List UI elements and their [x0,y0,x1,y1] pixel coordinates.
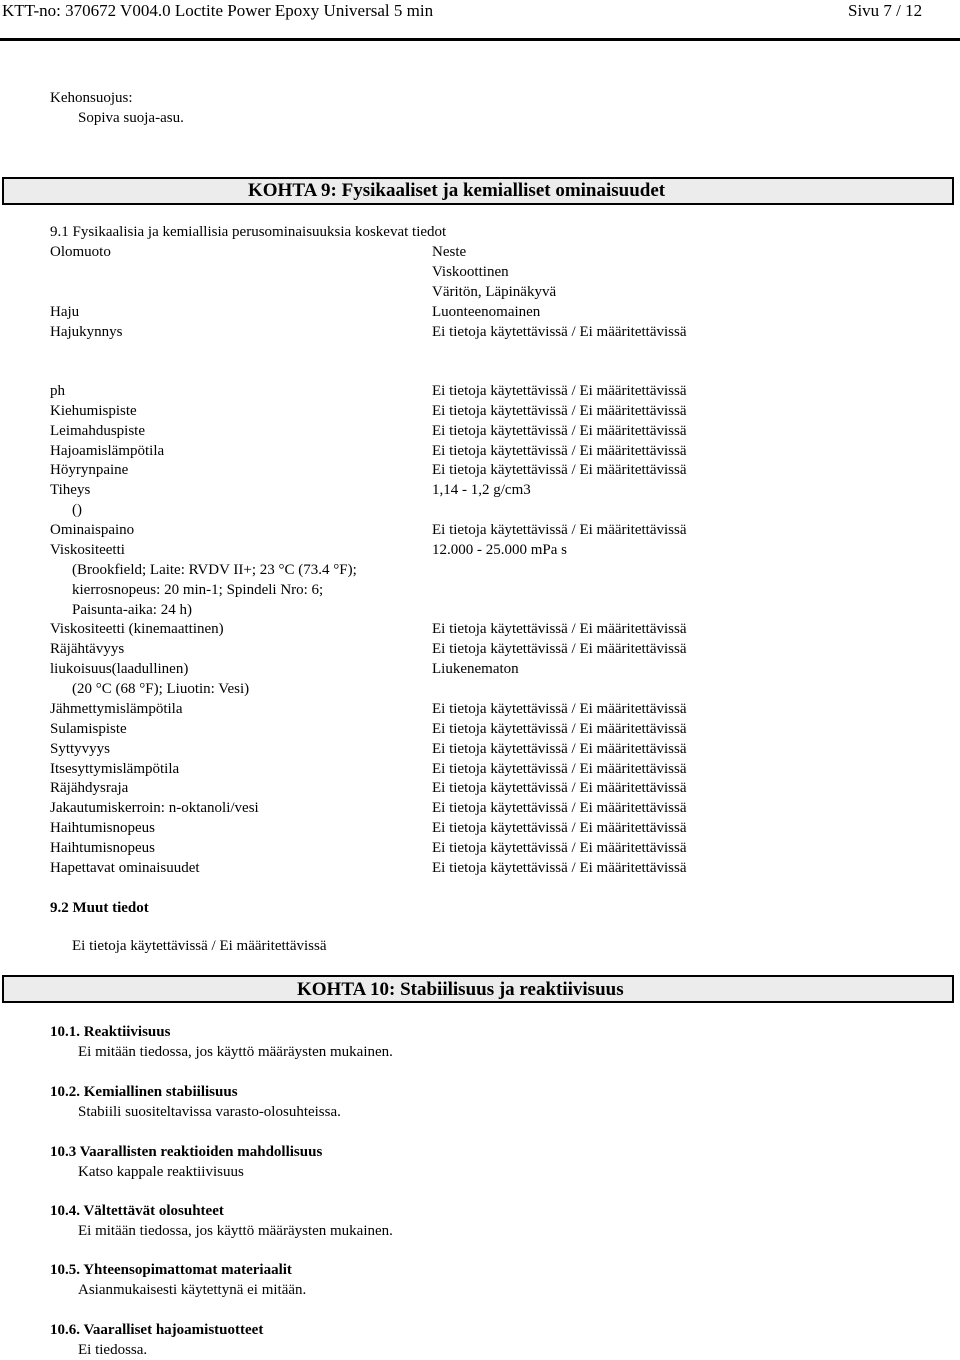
property-value: Ei tietoja käytettävissä / Ei määritettävissä [432,701,687,717]
property-label: Hajoamislämpötila [50,443,165,459]
property-value: Ei tietoja käytettävissä / Ei määritettävissä [432,721,687,737]
subsection-9-1-title: 9.1 Fysikaalisia ja kemiallisia perusominaisuuksia koskevat tiedot [50,224,447,240]
property-value: Ei tietoja käytettävissä / Ei määritettävissä [432,741,687,757]
section10-title: KOHTA 10: Stabiilisuus ja reaktiivisuus [297,979,624,1000]
property-value: Ei tietoja käytettävissä / Ei määritettävissä [432,641,687,657]
subsection-heading: 10.2. Kemiallinen stabiilisuus [50,1084,238,1100]
property-label: Ominaispaino [50,522,135,538]
property-label: Räjähdysraja [50,780,129,796]
property-label: (Brookfield; Laite: RVDV II+; 23 °C (73.4 °F); [72,562,357,578]
property-value: Ei tietoja käytettävissä / Ei määritettävissä [432,423,687,439]
appearance-value: Viskoottinen [432,264,509,280]
subsection-text: Katso kappale reaktiivisuus [78,1164,244,1180]
section10-banner [2,975,954,1003]
subsection-text: Stabiili suositeltavissa varasto-olosuhteissa. [78,1104,341,1120]
property-label: Itsesyttymislämpötila [50,761,180,777]
property-value: Ei tietoja käytettävissä / Ei määritettävissä [432,800,687,816]
subsection-9-2-title: 9.2 Muut tiedot [50,900,149,916]
protection-value: Sopiva suoja-asu. [78,110,184,126]
subsection-text: Ei tiedossa. [78,1342,148,1358]
appearance-label: Olomuoto [50,244,111,260]
header-rule [0,38,960,41]
property-label: Paisunta-aika: 24 h) [72,602,192,618]
property-label: Syttyvyys [50,741,111,757]
property-value: Ei tietoja käytettävissä / Ei määritettävissä [432,780,687,796]
subsection-9-2-text: Ei tietoja käytettävissä / Ei määritettävissä [72,938,327,954]
property-label: Haihtumisnopeus [50,820,155,836]
property-label: Viskositeetti (kinemaattinen) [50,621,224,637]
property-label: liukoisuus(laadullinen) [50,661,189,677]
property-value: Ei tietoja käytettävissä / Ei määritettävissä [432,860,687,876]
property-label: ph [50,383,65,399]
property-label: Sulamispiste [50,721,127,737]
subsection-heading: 10.4. Vältettävät olosuhteet [50,1203,224,1219]
subsection-heading: 10.3 Vaarallisten reaktioiden mahdollisuus [50,1144,323,1160]
property-value: 12.000 - 25.000 mPa s [432,542,567,558]
property-value: Ei tietoja käytettävissä / Ei määritettävissä [432,820,687,836]
property-label: Räjähtävyys [50,641,125,657]
property-value: Ei tietoja käytettävissä / Ei määritettävissä [432,840,687,856]
property-value: Ei tietoja käytettävissä / Ei määritettävissä [432,462,687,478]
property-value: Ei tietoja käytettävissä / Ei määritettävissä [432,621,687,637]
property-value: Ei tietoja käytettävissä / Ei määritettävissä [432,761,687,777]
subsection-text: Ei mitään tiedossa, jos käyttö määräysten mukainen. [78,1223,393,1239]
odor-threshold-label: Hajukynnys [50,324,123,340]
property-label: Viskositeetti [50,542,125,558]
property-value: Ei tietoja käytettävissä / Ei määritettävissä [432,383,687,399]
property-value: 1,14 - 1,2 g/cm3 [432,482,531,498]
page-header [0,0,960,30]
section9-banner [2,177,954,205]
property-label: Höyrynpaine [50,462,129,478]
property-label: kierrosnopeus: 20 min-1; Spindeli Nro: 6; [72,582,324,598]
property-value: Ei tietoja käytettävissä / Ei määritettävissä [432,443,687,459]
property-label: () [72,502,82,518]
subsection-text: Ei mitään tiedossa, jos käyttö määräysten mukainen. [78,1044,393,1060]
property-label: Hapettavat ominaisuudet [50,860,200,876]
subsection-heading: 10.1. Reaktiivisuus [50,1024,171,1040]
section9-title: KOHTA 9: Fysikaaliset ja kemialliset ominaisuudet [248,180,666,201]
appearance-value: Väritön, Läpinäkyvä [432,284,557,300]
document-id: KTT-no: 370672 V004.0 Loctite Power Epoxy Universal 5 min [2,1,434,20]
odor-value: Luonteenomainen [432,304,541,320]
subsection-heading: 10.6. Vaaralliset hajoamistuotteet [50,1322,264,1338]
subsection-heading: 10.5. Yhteensopimattomat materiaalit [50,1262,292,1278]
odor-threshold-value: Ei tietoja käytettävissä / Ei määritettävissä [432,324,687,340]
property-value: Ei tietoja käytettävissä / Ei määritettävissä [432,522,687,538]
odor-label: Haju [50,304,80,320]
property-value: Liukenematon [432,661,519,677]
property-label: Jähmettymislämpötila [50,701,183,717]
property-value: Ei tietoja käytettävissä / Ei määritettävissä [432,403,687,419]
appearance-value: Neste [432,244,467,260]
property-label: (20 °C (68 °F); Liuotin: Vesi) [72,681,250,697]
property-label: Jakautumiskerroin: n-oktanoli/vesi [50,800,259,816]
property-label: Tiheys [50,482,91,498]
protection-label: Kehonsuojus: [50,90,133,106]
property-label: Kiehumispiste [50,403,137,419]
subsection-text: Asianmukaisesti käytettynä ei mitään. [78,1282,307,1298]
page-number: Sivu 7 / 12 [848,1,923,20]
property-label: Leimahduspiste [50,423,145,439]
property-label: Haihtumisnopeus [50,840,155,856]
